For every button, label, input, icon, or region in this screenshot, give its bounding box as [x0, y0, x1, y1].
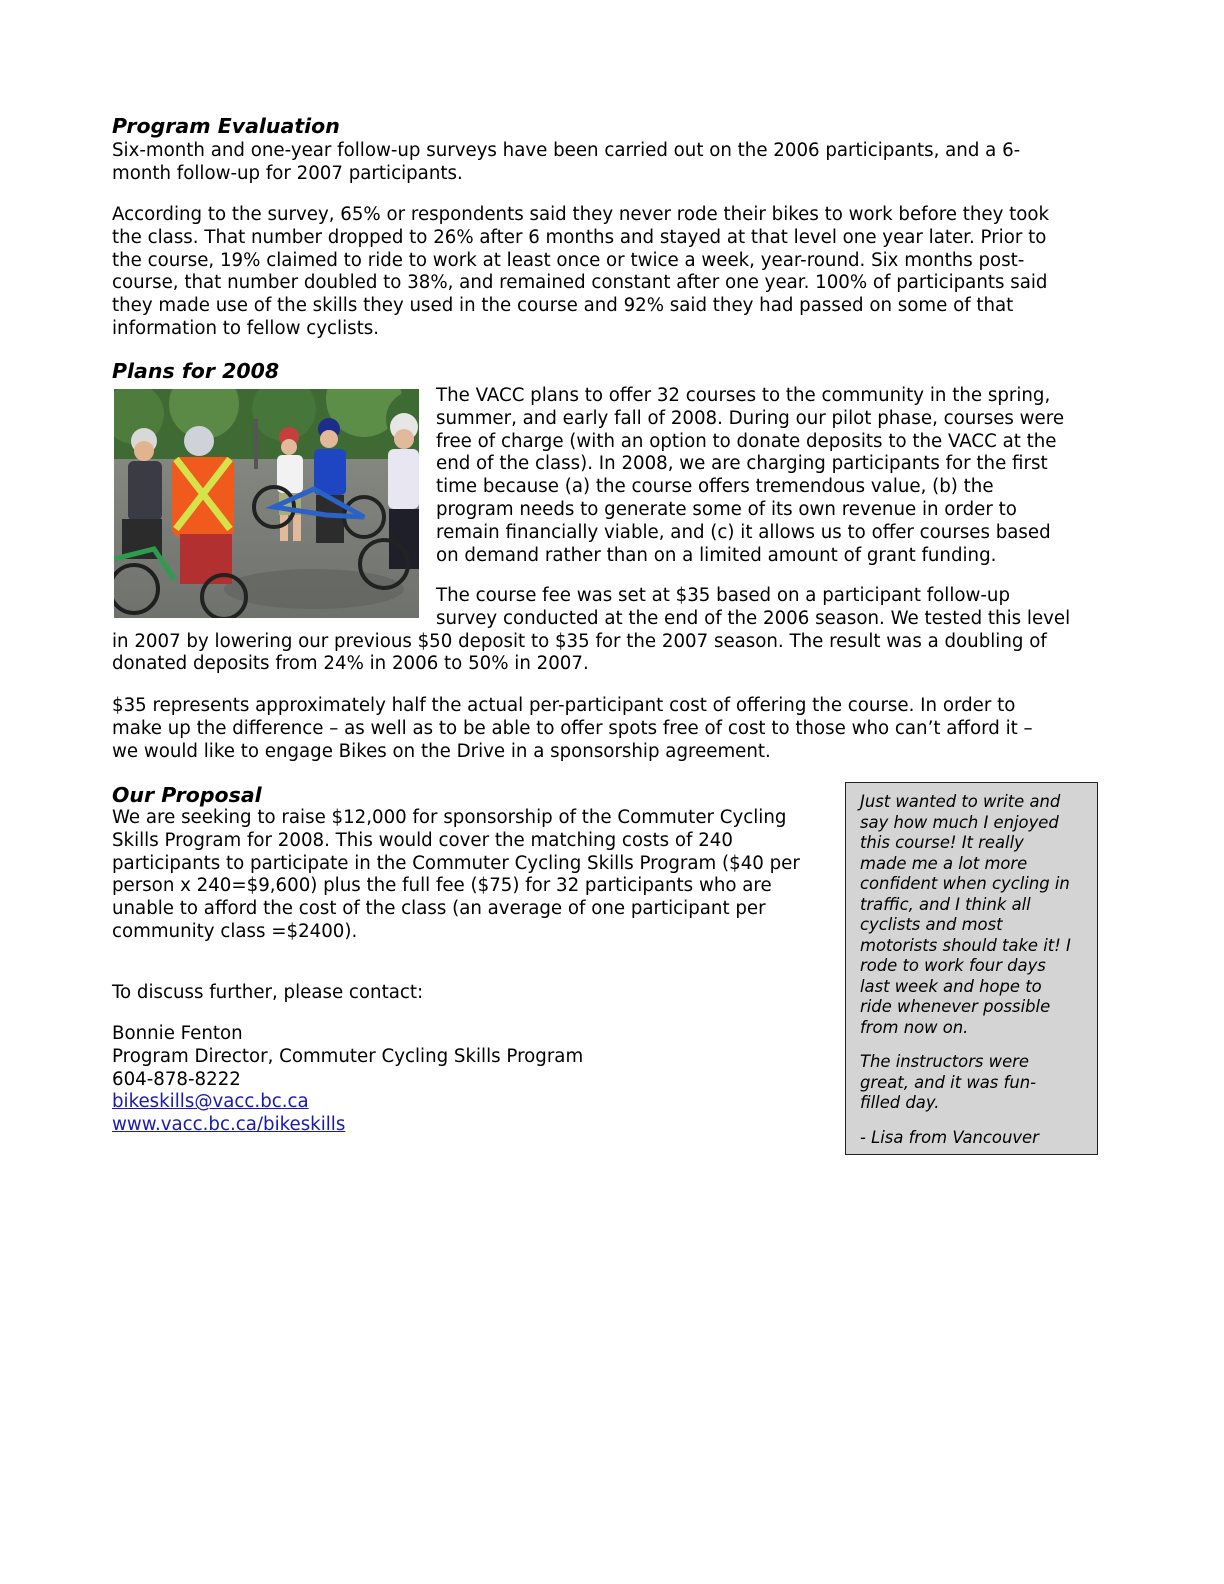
text-line: participants to participate in the Commuter Cycling Skills Program ($40 per	[112, 852, 800, 874]
text-line: person x 240=$9,600) plus the full fee ($75) for 32 participants who are	[112, 875, 772, 897]
plans-paragraph-1	[436, 385, 1102, 567]
text-line: remain financially viable, and (c) it allows us to offer courses based	[436, 521, 1051, 543]
contact-block	[112, 1023, 832, 1137]
contact-title: Program Director, Commuter Cycling Skills Program	[112, 1045, 584, 1067]
text-line: Just wanted to write and	[860, 792, 1061, 811]
testimonial-box	[845, 782, 1098, 1155]
text-line: great, and it was fun-	[860, 1072, 1037, 1092]
text-line: free of charge (with an option to donate deposits to the VACC at the	[436, 430, 1057, 452]
program-evaluation-heading: Program Evaluation	[112, 114, 340, 138]
text-line: ride whenever possible	[860, 997, 1051, 1016]
text-line: Skills Program for 2008. This would cover the matching costs of 240	[112, 829, 733, 851]
our-proposal-heading: Our Proposal	[112, 783, 262, 807]
text-line: this course! It really	[860, 833, 1024, 852]
text-line: in 2007 by lowering our previous $50 deposit to $35 for the 2007 season. The result was a doubling of	[112, 630, 1047, 652]
testimonial-paragraph-1	[860, 792, 1083, 1038]
text-line: filled day.	[860, 1093, 940, 1112]
text-line: they made use of the skills they used in the course and 92% said they had passed on some of that	[112, 295, 1014, 317]
text-line: community class =$2400).	[112, 920, 358, 942]
text-line: motorists should take it! I	[860, 935, 1071, 955]
testimonial-paragraph-2	[860, 1052, 1083, 1114]
text-line: the course, 19% claimed to ride to work at least once or twice a week, year-round. Six months post-	[112, 249, 1025, 271]
text-line: confident when cycling in	[860, 874, 1070, 893]
text-line: program needs to generate some of its own revenue in order to	[436, 498, 1017, 520]
proposal-paragraph	[112, 807, 832, 944]
text-line: The instructors were	[860, 1052, 1029, 1071]
plans-paragraph-2	[0, 585, 1224, 676]
plans-paragraph-3	[112, 695, 1102, 763]
contact-intro	[112, 982, 832, 1005]
text-line: month follow-up for 2007 participants.	[112, 162, 463, 184]
text-line: make up the difference – as well as to be able to offer spots free of cost to those who can’t afford it –	[112, 717, 1033, 739]
plans-2008-heading: Plans for 2008	[112, 359, 280, 383]
evaluation-paragraph-1	[112, 140, 1102, 186]
text-line: $35 represents approximately half the actual per-participant cost of offering the course. In order to	[112, 695, 1016, 716]
testimonial-signature	[860, 1128, 1083, 1149]
text-line: donated deposits from 24% in 2006 to 50% in 2007.	[112, 653, 589, 675]
text-line: We are seeking to raise $12,000 for sponsorship of the Commuter Cycling	[112, 807, 787, 828]
text-line: To discuss further, please contact:	[112, 982, 424, 1003]
text-line: cyclists and most	[860, 915, 1003, 934]
text-line: survey conducted at the end of the 2006 season. We tested this level	[436, 607, 1071, 629]
text-line: The VACC plans to offer 32 courses to the community in the spring,	[436, 385, 1051, 406]
text-line: rode to work four days	[860, 956, 1046, 975]
contact-name: Bonnie Fenton	[112, 1023, 243, 1044]
text-line: we would like to engage Bikes on the Drive in a sponsorship agreement.	[112, 740, 771, 762]
evaluation-paragraph-2	[112, 204, 1102, 341]
text-line: last week and hope to	[860, 976, 1042, 996]
text-line: summer, and early fall of 2008. During our pilot phase, courses were	[436, 407, 1065, 429]
contact-phone: 604-878-8222	[112, 1068, 241, 1090]
text-line: traffic, and I think all	[860, 894, 1031, 914]
contact-website-link[interactable]: www.vacc.bc.ca/bikeskills	[112, 1114, 346, 1136]
text-line: According to the survey, 65% or respondents said they never rode their bikes to work before they took	[112, 204, 1050, 225]
text-line: say how much I enjoyed	[860, 812, 1059, 832]
text-line: information to fellow cyclists.	[112, 317, 380, 339]
text-line: - Lisa from Vancouver	[860, 1127, 1039, 1147]
text-line: the class. That number dropped to 26% after 6 months and stayed at that level one year later. Prior to	[112, 226, 1047, 248]
text-line: from now on.	[860, 1017, 969, 1037]
contact-email-link[interactable]: bikeskills@vacc.bc.ca	[112, 1091, 309, 1113]
text-line: course, that number doubled to 38%, and remained constant after one year. 100% of participants said	[112, 272, 1048, 294]
text-line: Six-month and one-year follow-up surveys have been carried out on the 2006 participants, and a 6-	[112, 140, 1021, 161]
cycling-class-photo	[114, 389, 419, 618]
text-line: The course fee was set at $35 based on a participant follow-up	[436, 585, 1011, 606]
text-line: end of the class). In 2008, we are charging participants for the first	[436, 453, 1048, 475]
text-line: time because (a) the course offers tremendous value, (b) the	[436, 476, 994, 498]
text-line: made me a lot more	[860, 853, 1028, 873]
text-line: on demand rather than on a limited amount of grant funding.	[436, 544, 997, 566]
text-line: unable to afford the cost of the class (an average of one participant per	[112, 898, 766, 920]
